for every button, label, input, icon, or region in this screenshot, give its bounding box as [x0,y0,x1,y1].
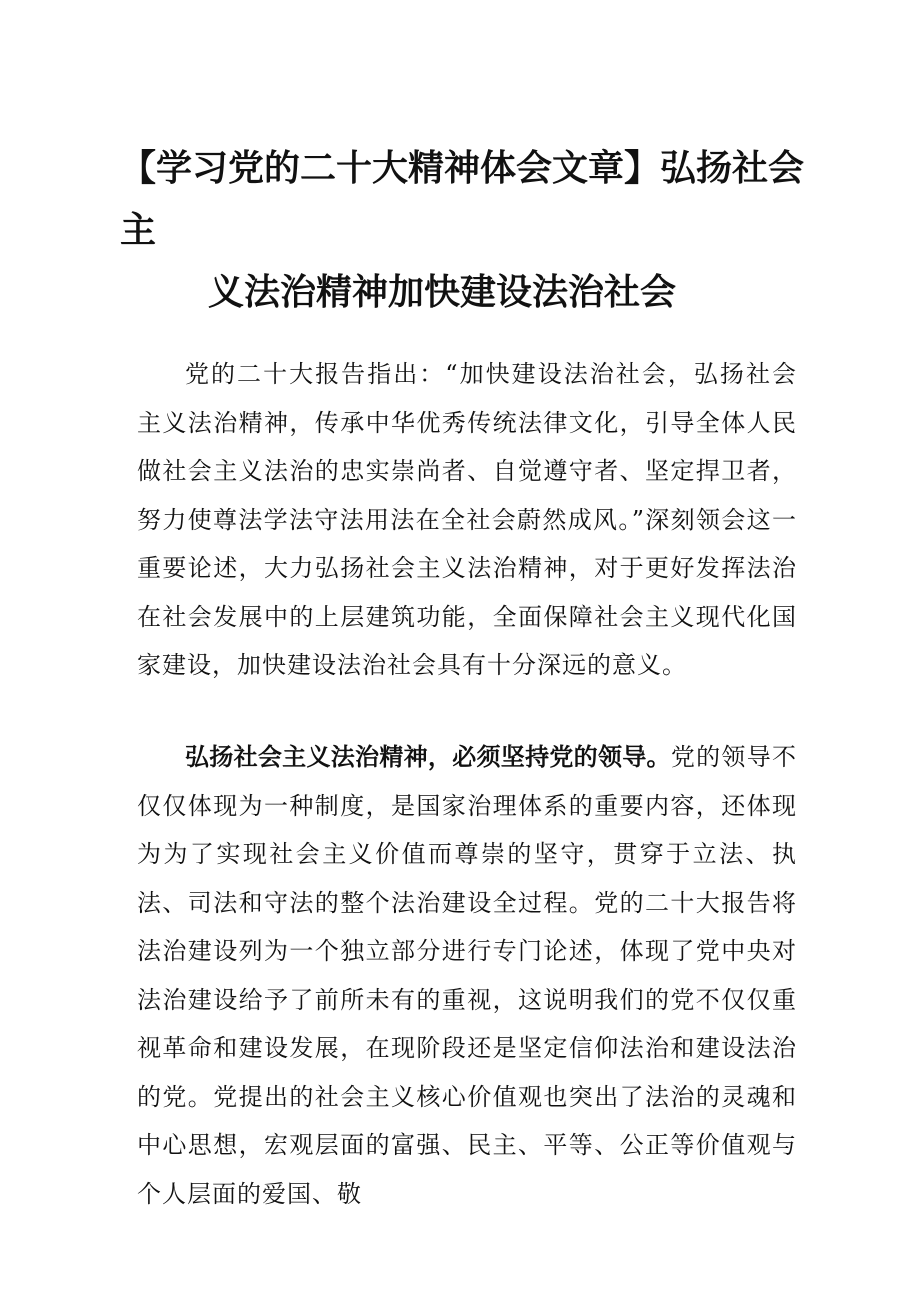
paragraph-2 [137,733,797,1218]
paragraph-2-lead: 弘扬社会主义法治精神，必须坚持党的领导。 [185,743,671,771]
document-title [120,138,810,324]
title-line-2: 义法治精神加快建设法治社会 [208,272,677,313]
paragraph-1: 党的二十大报告指出：“加快建设法治社会，弘扬社会主义法治精神，传承中华优秀传统法律文化，引导全体人民做社会主义法治的忠实崇尚者、自觉遵守者、坚定捍卫者，努力使尊法学法守法用法在全社会蔚然成风。”深刻领会这一重要论述，大力弘扬社会主义法治精神，对于更好发挥法治在社会发展中的上层建筑功能，全面保障社会主义现代化国家建设，加快建设法治社会具有十分深远的意义。 [137,360,797,679]
paragraph-2-body: 党的领导不仅仅体现为一种制度，是国家治理体系的重要内容，还体现为为了实现社会主义价值而尊崇的坚守，贯穿于立法、执法、司法和守法的整个法治建设全过程。党的二十大报告将法治建设列为一个独立部分进行专门论述，体现了党中央对法治建设给予了前所未有的重视，这说明我们的党不仅仅重视革命和建设发展，在现阶段还是坚定信仰法治和建设法治的党。党提出的社会主义核心价值观也突出了法治的灵魂和中心思想，宏观层面的富强、民主、平等、公正等价值观与个人层面的爱国、敬 [137,743,798,1208]
title-line-1: 【学习党的二十大精神体会文章】弘扬社会主 [120,148,805,251]
